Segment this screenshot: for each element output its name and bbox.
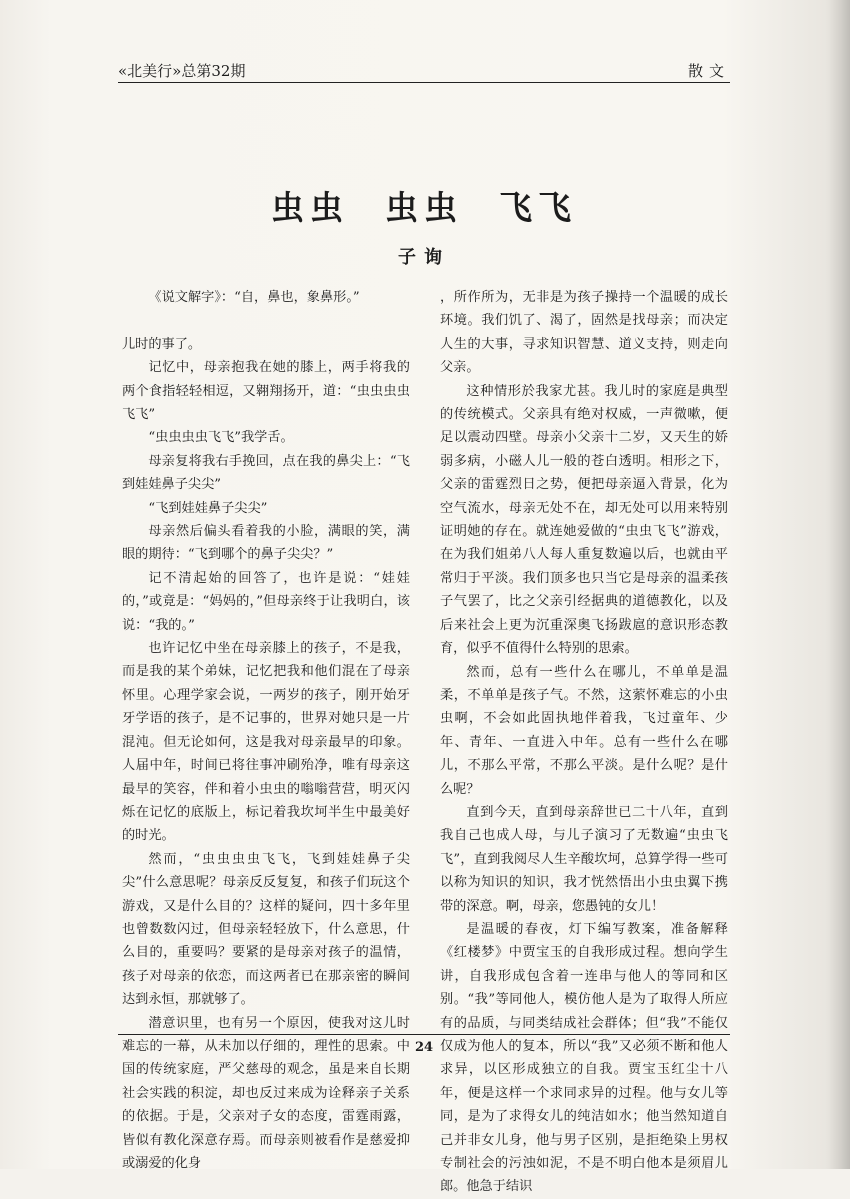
paragraph: “虫虫虫虫飞飞”我学舌。 [148,430,294,446]
paragraph: 母亲然后偏头看着我的小脸，满眼的笑，满眼的期待：“飞到哪个的鼻子尖尖？” [122,524,410,563]
page-number: 24 [414,1040,434,1055]
paragraph: ，所作所为，无非是为孩子操持一个温暖的成长环境。我们饥了、渴了，固然是找母亲；而决定人生的大事，寻求知识智慧、道义支持，则走向父亲。 [440,290,728,376]
paragraph: 也许记忆中坐在母亲膝上的孩子，不是我，而是我的某个弟妹，记忆把我和他们混在了母亲怀里。心理学家会说，一两岁的孩子，刚开始牙牙学语的孩子，是不记事的，世界对她只是一片混沌。但无论如何，这是我对母亲最早的印象。人届中年，时间已将往事冲刷殆净，唯有母亲这最早的笑容，伴和着小虫虫的嗡嗡营营，明灭闪烁在记忆的底版上，标记着我坎坷半生中最美好的时光。 [122,641,410,844]
header-rule [118,82,730,83]
epigraph: 《说文解字》：“自，鼻也，象鼻形。” [148,290,360,305]
right-column [440,286,728,1199]
scan-edge-shadow [828,0,850,1169]
publication-issue: «北美行»总第32期 [118,62,246,80]
footer-rule [118,1034,730,1035]
paragraph: 记不清起始的回答了，也许是说：“娃娃的，”或竟是：“妈妈的，”但母亲终于让我明白，该说：“我的。” [122,570,410,633]
paragraph: 这种情形於我家尤甚。我儿时的家庭是典型的传统模式。父亲具有绝对权威，一声微嗽，便足以震动四壁。母亲小父亲十二岁，又天生的娇弱多病，小磁人儿一般的苍白透明。相形之下，父亲的雷霆烈日之势，便把母亲逼入背景，化为空气流水，母亲无处不在，却无处可以用来特别证明她的存在。就连她爱做的“虫虫飞飞”游戏，在为我们姐弟八人每人重复数遍以后，也就由平常归于平淡。我们顶多也只当它是母亲的温柔孩子气罢了，比之父亲引经据典的道德教化，以及后来社会上更为沉重深奥飞扬跋扈的意识形态教育，似乎不值得什么特别的思索。 [440,383,728,657]
title-part: 虫虫 [271,188,349,227]
paragraph: 潜意识里，也有另一个原因，使我对这儿时难忘的一幕，从未加以仔细的，理性的思索。中国的传统家庭，严父慈母的观念，虽是来自长期社会实践的积淀，却也反过来成为诠释亲子关系的依据。于是，父亲对子女的态度，雷霆雨露，皆似有教化深意存焉。而母亲则被看作是慈爱抑或溺爱的化身 [122,1015,410,1172]
author-name: 子询 [398,247,450,268]
paragraph: 儿时的事了。 [122,336,202,352]
paragraph: 直到今天，直到母亲辞世已二十八年，直到我自己也成人母，与儿子演习了无数遍“虫虫飞飞”，直到我阅尽人生辛酸坎坷，总算学得一些可以称为知识的知识，我才恍然悟出小虫虫翼下携带的深意。啊，母亲，您愚钝的女儿！ [440,804,728,914]
paragraph: 记忆中，母亲抱我在她的膝上，两手将我的两个食指轻轻相逗，又翱翔扬开，道：“虫虫虫虫飞飞” [122,360,410,423]
paragraph: 然而，总有一些什么在哪儿，不单单是温柔，不单单是孩子气。不然，这萦怀难忘的小虫虫啊，不会如此固执地伴着我，飞过童年、少年、青年、一直进入中年。总有一些什么在哪儿，不那么平常，不那么平淡。是什么呢？是什么呢？ [440,664,728,797]
title-part: 飞飞 [499,188,577,227]
paragraph: 是温暖的春夜，灯下编写教案，准备解释《红楼梦》中贾宝玉的自我形成过程。想向学生讲，自我形成包含着一连串与他人的等同和区别。“我”等同他人，模仿他人是为了取得人所应有的品质，与同类结成社会群体；但“我”不能仅仅成为他人的复本，所以“我”又必须不断和他人求异，以区形成独立的自我。贾宝玉红尘十八年，便是这样一个求同求异的过程。他与女儿等同，是为了求得女儿的纯洁如水；他当然知道自己并非女儿身，他与男子区别，是拒绝染上男权专制社会的污浊如泥，不是不明白他本是须眉儿郎。他急于结识 [440,921,728,1195]
title-part: 虫虫 [385,188,463,227]
running-header [118,58,730,82]
paragraph: 然而，“虫虫虫虫飞飞，飞到娃娃鼻子尖尖”什么意思呢？母亲反反复复，和孩子们玩这个游戏，又是什么目的？这样的疑问，四十多年里也曾数数闪过，但母亲轻轻放下，什么意思，什么目的，重要吗？要紧的是母亲对孩子的温情，孩子对母亲的依恋，而这两者已在那亲密的瞬间达到永恒，那就够了。 [122,851,410,1008]
article-title [118,182,730,229]
paragraph: “飞到娃娃鼻子尖尖” [148,500,268,516]
paragraph: 母亲复将我右手挽回，点在我的鼻尖上：“飞到娃娃鼻子尖尖” [122,453,410,493]
section-label: 散文 [687,62,730,80]
